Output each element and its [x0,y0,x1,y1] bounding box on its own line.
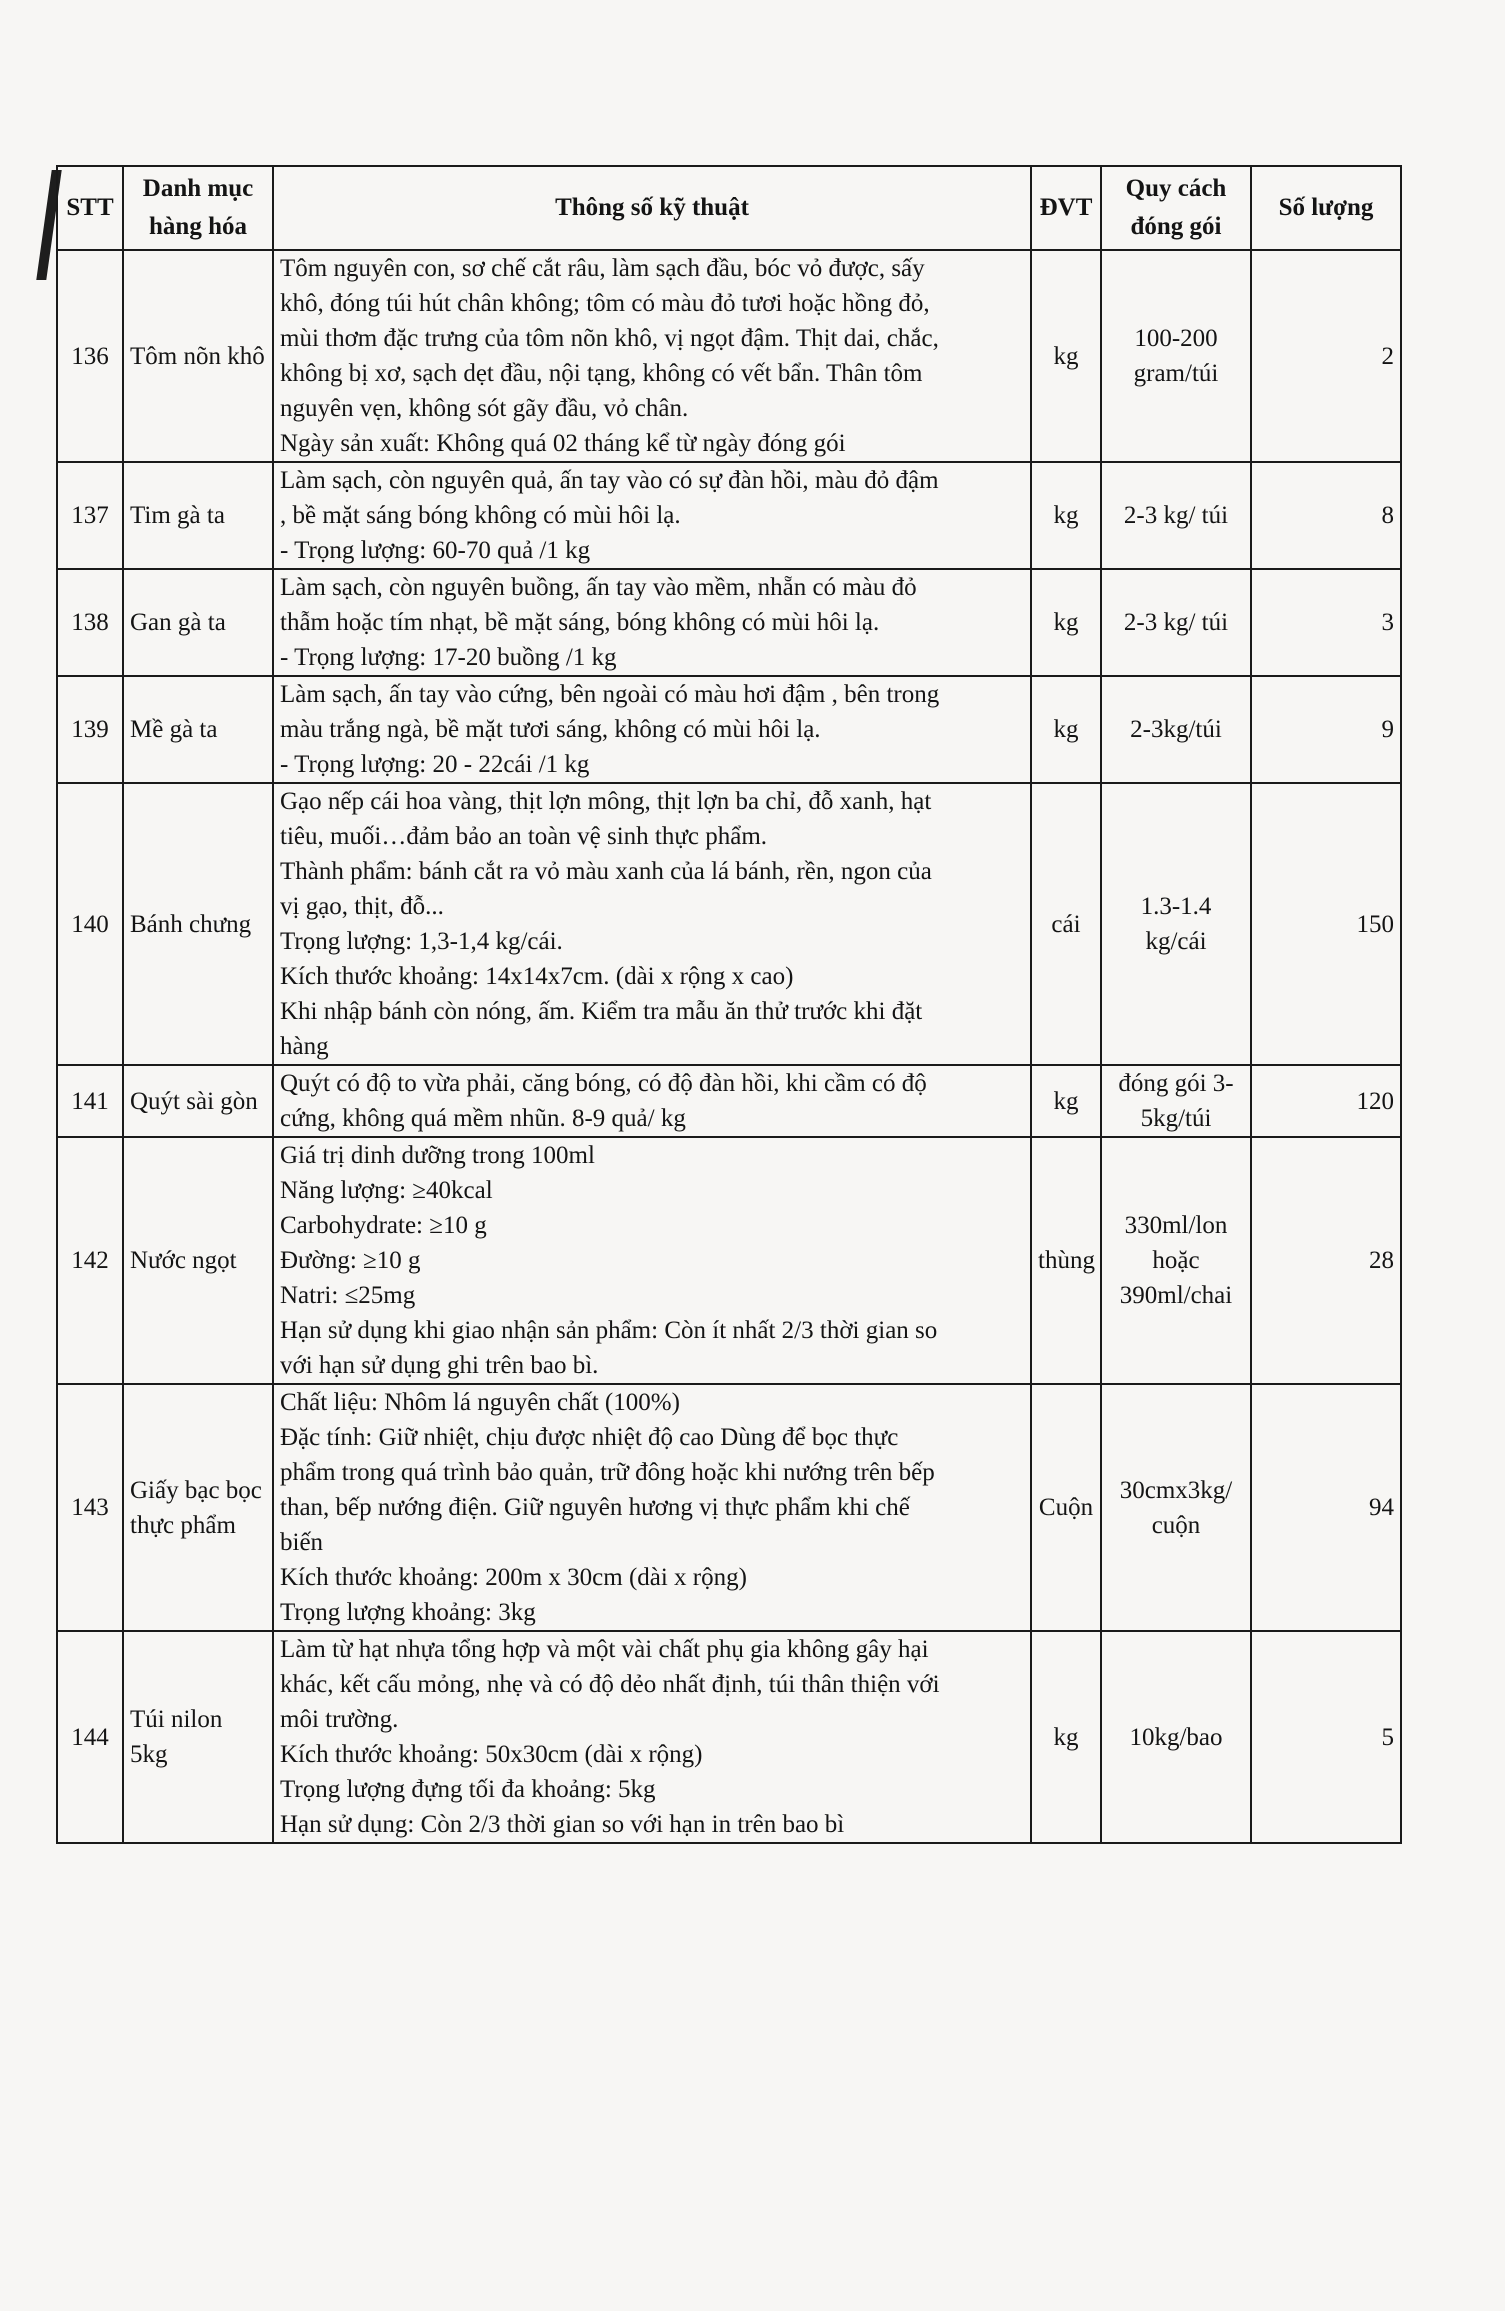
table-row [57,1065,1401,1137]
row-stt: 137 [57,462,123,569]
table-row [57,1137,1401,1384]
table-row [57,783,1401,1065]
row-item-name: Bánh chưng [123,783,273,1065]
row-item-name: Tôm nõn khô [123,250,273,462]
header-name: Danh mục hàng hóa [123,166,273,250]
row-spec [273,569,1031,676]
table-row [57,569,1401,676]
table-header-row [57,166,1401,250]
spec-line: Làm sạch, còn nguyên buồng, ấn tay vào mềm, nhẵn có màu đỏ [280,574,917,601]
spec-line: Làm từ hạt nhựa tổng hợp và một vài chất phụ gia không gây hại [280,1636,929,1663]
row-item-name: Quýt sài gòn [123,1065,273,1137]
spec-line: không bị xơ, sạch dẹt đầu, nội tạng, không có vết bẩn. Thân tôm [280,360,923,387]
spec-line: Hạn sử dụng: Còn 2/3 thời gian so với hạn in trên bao bì [280,1811,845,1838]
header-pack: Quy cách đóng gói [1101,166,1251,250]
goods-spec-table [56,165,1402,1844]
spec-line: Ngày sản xuất: Không quá 02 tháng kể từ ngày đóng gói [280,430,846,457]
spec-line: khô, đóng túi hút chân không; tôm có màu đỏ tươi hoặc hồng đỏ, [280,290,930,317]
spec-line: Giá trị dinh dưỡng trong 100ml [280,1142,595,1169]
spec-line: Gạo nếp cái hoa vàng, thịt lợn mông, thịt lợn ba chỉ, đỗ xanh, hạt [280,788,932,815]
spec-line: Trọng lượng khoảng: 3kg [280,1599,536,1626]
row-stt: 139 [57,676,123,783]
row-spec [273,1384,1031,1631]
spec-line: Tôm nguyên con, sơ chế cắt râu, làm sạch đầu, bóc vỏ được, sấy [280,255,925,282]
row-quantity: 5 [1251,1631,1401,1843]
row-stt: 140 [57,783,123,1065]
spec-line: Quýt có độ to vừa phải, căng bóng, có độ đàn hồi, khi cầm có độ [280,1070,927,1097]
table-row [57,1631,1401,1843]
row-spec [273,462,1031,569]
row-quantity: 94 [1251,1384,1401,1631]
spec-line: nguyên vẹn, không sót gãy đầu, vỏ chân. [280,395,689,422]
row-stt: 136 [57,250,123,462]
spec-line: tiêu, muối…đảm bảo an toàn vệ sinh thực phẩm. [280,823,768,850]
spec-line: Carbohydrate: ≥10 g [280,1212,487,1239]
header-unit: ĐVT [1031,166,1101,250]
row-stt: 141 [57,1065,123,1137]
table-row [57,250,1401,462]
table-row [57,462,1401,569]
row-item-name: Nước ngọt [123,1137,273,1384]
row-spec [273,1631,1031,1843]
spec-line: với hạn sử dụng ghi trên bao bì. [280,1352,599,1379]
spec-line: Kích thước khoảng: 14x14x7cm. (dài x rộng x cao) [280,963,794,990]
table-row [57,676,1401,783]
row-packaging: 10kg/bao [1101,1631,1251,1843]
spec-line: , bề mặt sáng bóng không có mùi hôi lạ. [280,502,681,529]
spec-line: vị gạo, thịt, đỗ... [280,893,444,920]
spec-line: Đường: ≥10 g [280,1247,421,1274]
spec-line: hàng [280,1033,329,1060]
spec-line: Năng lượng: ≥40kcal [280,1177,493,1204]
spec-line: Làm sạch, còn nguyên quả, ấn tay vào có sự đàn hồi, màu đỏ đậm [280,467,939,494]
row-quantity: 9 [1251,676,1401,783]
spec-line: khác, kết cấu mỏng, nhẹ và có độ dẻo nhất định, túi thân thiện với [280,1671,940,1698]
spec-line: Khi nhập bánh còn nóng, ấm. Kiểm tra mẫu ăn thử trước khi đặt [280,998,923,1025]
spec-line: môi trường. [280,1706,399,1733]
spec-line: than, bếp nướng điện. Giữ nguyên hương vị thực phẩm khi chế [280,1494,910,1521]
row-unit: kg [1031,462,1101,569]
spec-line: Hạn sử dụng khi giao nhận sản phẩm: Còn ít nhất 2/3 thời gian so [280,1317,938,1344]
spec-line: Kích thước khoảng: 50x30cm (dài x rộng) [280,1741,703,1768]
row-unit: Cuộn [1031,1384,1101,1631]
row-packaging: 2-3kg/túi [1101,676,1251,783]
spec-line: mùi thơm đặc trưng của tôm nõn khô, vị ngọt đậm. Thịt dai, chắc, [280,325,939,352]
row-spec [273,783,1031,1065]
header-stt: STT [57,166,123,250]
row-unit: kg [1031,676,1101,783]
spec-line: Kích thước khoảng: 200m x 30cm (dài x rộng) [280,1564,747,1591]
row-item-name: Mề gà ta [123,676,273,783]
row-stt: 138 [57,569,123,676]
row-quantity: 2 [1251,250,1401,462]
spec-line: - Trọng lượng: 60-70 quả /1 kg [280,537,591,564]
row-packaging: đóng gói 3-5kg/túi [1101,1065,1251,1137]
spec-line: Thành phẩm: bánh cắt ra vỏ màu xanh của lá bánh, rền, ngon của [280,858,932,885]
row-packaging: 30cmx3kg/ cuộn [1101,1384,1251,1631]
row-quantity: 8 [1251,462,1401,569]
row-item-name: Tim gà ta [123,462,273,569]
row-unit: cái [1031,783,1101,1065]
row-quantity: 150 [1251,783,1401,1065]
row-quantity: 3 [1251,569,1401,676]
row-quantity: 120 [1251,1065,1401,1137]
row-spec [273,250,1031,462]
spec-line: cứng, không quá mềm nhũn. 8-9 quả/ kg [280,1105,686,1132]
row-unit: thùng [1031,1137,1101,1384]
row-packaging: 2-3 kg/ túi [1101,462,1251,569]
spec-line: Trọng lượng đựng tối đa khoảng: 5kg [280,1776,656,1803]
row-unit: kg [1031,1065,1101,1137]
spec-line: Làm sạch, ấn tay vào cứng, bên ngoài có màu hơi đậm , bên trong [280,681,940,708]
row-packaging: 2-3 kg/ túi [1101,569,1251,676]
row-item-name: Gan gà ta [123,569,273,676]
row-spec [273,1065,1031,1137]
row-packaging: 1.3-1.4 kg/cái [1101,783,1251,1065]
table-row [57,1384,1401,1631]
spec-line: phẩm trong quá trình bảo quản, trữ đông hoặc khi nướng trên bếp [280,1459,935,1486]
spec-line: Trọng lượng: 1,3-1,4 kg/cái. [280,928,563,955]
row-stt: 142 [57,1137,123,1384]
row-stt: 144 [57,1631,123,1843]
row-unit: kg [1031,1631,1101,1843]
row-spec [273,1137,1031,1384]
row-unit: kg [1031,250,1101,462]
table-body [57,250,1401,1843]
row-item-name: Túi nilon 5kg [123,1631,273,1843]
spec-line: - Trọng lượng: 17-20 buồng /1 kg [280,644,617,671]
spec-line: Natri: ≤25mg [280,1282,416,1309]
row-quantity: 28 [1251,1137,1401,1384]
spec-line: thẫm hoặc tím nhạt, bề mặt sáng, bóng không có mùi hôi lạ. [280,609,880,636]
spec-line: Đặc tính: Giữ nhiệt, chịu được nhiệt độ cao Dùng để bọc thực [280,1424,899,1451]
spec-line: Chất liệu: Nhôm lá nguyên chất (100%) [280,1389,680,1416]
row-unit: kg [1031,569,1101,676]
row-packaging: 100-200 gram/túi [1101,250,1251,462]
row-spec [273,676,1031,783]
header-qty: Số lượng [1251,166,1401,250]
spec-line: biến [280,1529,324,1556]
row-packaging: 330ml/lon hoặc 390ml/chai [1101,1137,1251,1384]
spec-line: màu trắng ngà, bề mặt tươi sáng, không có mùi hôi lạ. [280,716,821,743]
row-item-name: Giấy bạc bọc thực phẩm [123,1384,273,1631]
row-stt: 143 [57,1384,123,1631]
spec-line: - Trọng lượng: 20 - 22cái /1 kg [280,751,590,778]
header-spec: Thông số kỹ thuật [273,166,1031,250]
